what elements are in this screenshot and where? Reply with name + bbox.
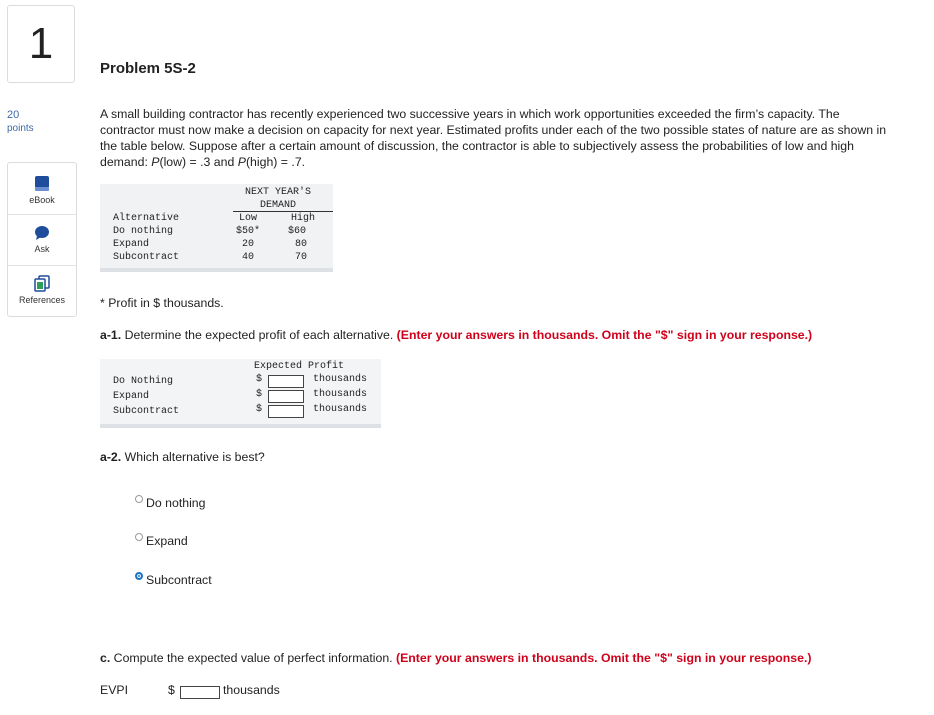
radio-button[interactable] [135,495,143,503]
answer-row-label: Do Nothing [113,376,174,387]
header-rule [233,211,333,212]
evpi-label: EVPI [100,683,129,697]
subcontract-expected-input[interactable] [268,405,304,418]
tool-divider [8,214,76,215]
problem-title: Problem 5S-2 [100,60,196,77]
row-high: 80 [294,239,307,250]
row-name: Subcontract [113,252,180,263]
c-label: c. [100,651,111,665]
col-high: High [290,213,315,224]
unit-label: thousands [313,374,368,385]
col-low: Low [238,213,257,224]
prob-high-text: (high) = .7. [245,155,306,169]
a2-text: Which alternative is best? [121,450,265,464]
radio-label: Subcontract [146,573,212,587]
expected-profit-header: Expected Profit [254,361,345,372]
radio-option-subcontract[interactable] [135,573,212,587]
ebook-tool[interactable] [8,175,76,205]
currency-sign: $ [256,404,263,415]
a1-text: Determine the expected profit of each alternative. [121,328,397,342]
points-block [7,109,67,135]
prob-low-text: (low) = .3 and [159,155,238,169]
row-low: 40 [241,252,254,263]
expand-expected-input[interactable] [268,390,304,403]
radio-label: Do nothing [146,496,206,510]
prob-low-symbol: P [151,155,160,169]
points-label: points [7,123,34,134]
table-underbar [100,424,381,428]
a1-instruction: (Enter your answers in thousands. Omit the "$" sign in your response.) [396,328,813,342]
prob-high-symbol: P [237,155,246,169]
c-instruction: (Enter your answers in thousands. Omit the "$" sign in your response.) [396,651,812,665]
demand-table [100,184,333,270]
evpi-currency: $ [168,683,175,697]
references-icon [34,275,50,292]
radio-option-do-nothing[interactable] [135,496,205,510]
tool-divider [8,265,76,266]
currency-sign: $ [256,374,263,385]
evpi-input[interactable] [180,686,220,699]
expected-profit-table [100,359,381,425]
row-low: 20 [241,239,254,250]
radio-button[interactable] [135,533,143,541]
intro-text: A small building contractor has recently experienced two successive years in which work opportunities exceeded the firm’s capacity. The contractor must now make a decision on capacity for next year. Estimated profits under each of the two possible states of nature are as shown in the table below. Suppose after a certain amount of discussion, the contractor is able to subjectively assess the probabilities of low and high demand: [100,107,887,169]
a2-label: a-2. [100,450,122,464]
table-underbar [100,268,333,272]
demand-header-line2: DEMAND [259,200,296,211]
unit-label: thousands [313,389,368,400]
references-tool[interactable] [8,275,76,305]
footnote: * Profit in $ thousands. [100,296,224,310]
col-alternative: Alternative [113,213,180,224]
c-prompt [100,651,811,665]
demand-header-line1: NEXT YEAR'S [244,187,311,198]
radio-button-selected[interactable] [135,572,143,580]
references-label: References [18,295,66,305]
row-high: $60 [287,226,306,237]
problem-intro [100,106,890,170]
answer-row-label: Subcontract [113,406,180,417]
tools-panel [7,162,77,317]
currency-sign: $ [256,389,263,400]
points-value: 20 [7,109,20,121]
question-number: 1 [7,5,75,83]
answer-row-label: Expand [113,391,150,402]
a1-label: a-1. [100,328,122,342]
unit-label: thousands [313,404,368,415]
row-name: Expand [113,239,150,250]
ask-label: Ask [34,244,50,254]
row-name: Do nothing [113,226,174,237]
book-icon [34,175,50,192]
a1-prompt [100,328,812,342]
ask-tool[interactable] [8,225,76,254]
row-high: 70 [294,252,307,263]
c-text: Compute the expected value of perfect information. [110,651,396,665]
chat-bubble-icon [34,225,50,241]
radio-option-expand[interactable] [135,534,188,548]
a2-prompt [100,450,265,464]
evpi-unit: thousands [223,683,280,697]
row-low: $50* [235,226,260,237]
do-nothing-expected-input[interactable] [268,375,304,388]
radio-label: Expand [146,534,188,548]
ebook-label: eBook [29,195,55,205]
